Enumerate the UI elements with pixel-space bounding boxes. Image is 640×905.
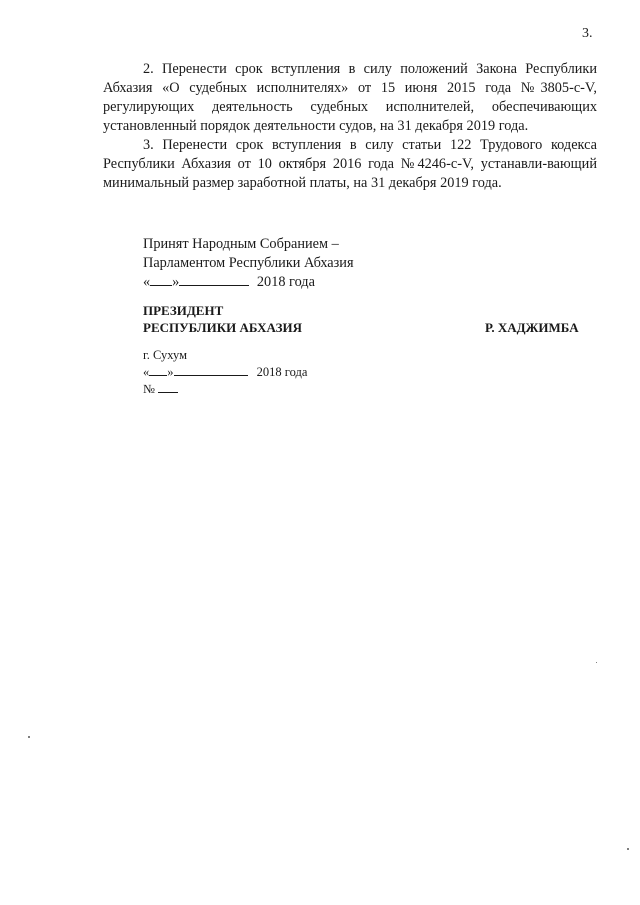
- scan-speck: [28, 736, 30, 738]
- signatory-title: [143, 302, 302, 336]
- number-label: №: [143, 382, 155, 396]
- number-blank: [158, 380, 178, 393]
- paragraph-3: 3. Перенести срок вступления в силу статьи 122 Трудового кодекса Республики Абхазия от 10 октября 2016 года №4246-с-V, устанавли-вающий минимальный размер заработной платы, на 31 декабря 2019 года.: [103, 137, 597, 191]
- page-number: 3.: [582, 26, 593, 41]
- date-open-quote: «: [143, 274, 151, 290]
- adoption-line-2: Парламентом Республики Абхазия: [143, 255, 354, 271]
- adoption-line-1: Принят Народным Собранием –: [143, 236, 339, 252]
- signatory-name: Р. ХАДЖИМБА: [485, 320, 579, 335]
- signatory-title-line-1: ПРЕЗИДЕНТ: [143, 303, 224, 318]
- city: г. Сухум: [143, 348, 188, 362]
- scan-speck: [627, 848, 629, 850]
- document-number: [143, 380, 307, 397]
- adoption-year: 2018 года: [256, 274, 315, 290]
- signing-date: [143, 363, 307, 380]
- date-open-quote: «: [143, 365, 150, 379]
- month-blank: [179, 273, 249, 286]
- day-blank: [149, 363, 167, 376]
- date-close-quote: »: [172, 274, 180, 290]
- date-close-quote: »: [167, 365, 174, 379]
- adoption-block: [143, 235, 354, 292]
- adoption-date: [143, 273, 354, 292]
- scan-speck: [596, 662, 597, 663]
- month-blank: [174, 363, 248, 376]
- place-block: [143, 347, 307, 397]
- signatory-title-line-2: РЕСПУБЛИКИ АБХАЗИЯ: [143, 320, 302, 335]
- paragraph-2: 2. Перенести срок вступления в силу положений Закона Республики Абхазия «О судебных исполнителях» от 15 июня 2015 года №3805-с-V, регулирующих деятельность судебных исполнителей, обеспечивающих установленный порядок деятельности судов, на 31 декабря 2019 года.: [103, 61, 597, 134]
- signing-year: 2018 года: [256, 365, 308, 379]
- day-blank: [150, 273, 172, 286]
- document-body: [103, 60, 597, 193]
